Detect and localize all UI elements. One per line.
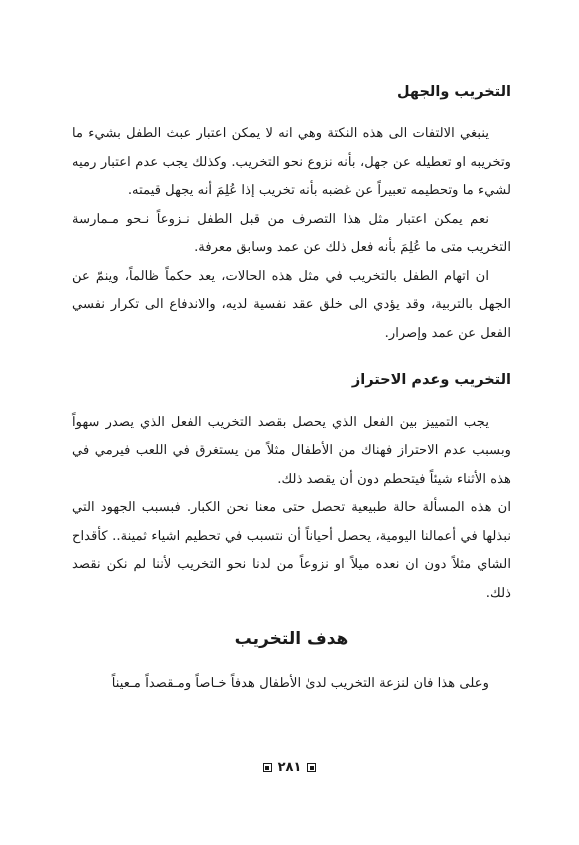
ornament-square-icon [263, 763, 272, 772]
page-footer [0, 760, 579, 775]
section-heading-ignorance: التخريب والجهل [396, 84, 511, 100]
page-number: ٢٨١ [277, 760, 302, 775]
section-heading-carelessness: التخريب وعدم الاحتراز [351, 372, 511, 389]
paragraph: ان هذه المسألة حالة طبيعية تحصل حتى معنا نحن الكبار. فبسبب الجهود التي نبذلها في أعمالنا اليومية، يحصل أحياناً أن نتسبب في تحطيم اشياء ثمينة.. كأقداح الشاي مثلاً دون ان نعده ميلاً او نزوعاً من لدنا نحو التخريب لأننا لم نكن نقصد ذلك. [72, 500, 511, 601]
section-heading-purpose: هدف التخريب [234, 629, 349, 650]
ornament-square-icon [307, 763, 316, 772]
paragraph: وعلى هذا فان لنزعة التخريب لدىٰ الأطفال هدفاً خـاصاً ومـقصداً مـعيناً [111, 675, 489, 691]
paragraph: ينبغي الالتفات الى هذه النكتة وهي انه لا يمكن اعتبار عبث الطفل بشيء ما وتخريبه او تعطيله عن جهل، بأنه نزوع نحو التخريب. وكذلك يجب عدم اعتبار رميه لشيء ما وتحطيمه تعبيراً عن غضبه بأنه تخريب إذا عُلِمَ أنه يجهل قيمته. [72, 126, 511, 199]
paragraph: نعم يمكن اعتبار مثل هذا التصرف من قبل الطفل نـزوعاً نـحو مـمارسة التخريب متى ما عُلِمَ بأنه فعل ذلك عن عمد وسابق معرفة. [72, 211, 511, 256]
paragraph: ان اتهام الطفل بالتخريب في مثل هذه الحالات، يعد حكماً ظالماً، وينمّ عن الجهل بالتربية، وقد يؤدي الى خلق عقد نفسية لديه، والاندفاع الى تكرار نفسي الفعل عن عمد وإصرار. [72, 268, 511, 341]
paragraph: يجب التمييز بين الفعل الذي يحصل بقصد التخريب الفعل الذي يصدر سهواً وبسبب عدم الاحتراز فهناك من الأطفال مثلاً من يستغرق في اللعب فيرمي في هذه الأثناء شيئاً فيتحطم دون أن يقصد ذلك. [72, 414, 511, 487]
